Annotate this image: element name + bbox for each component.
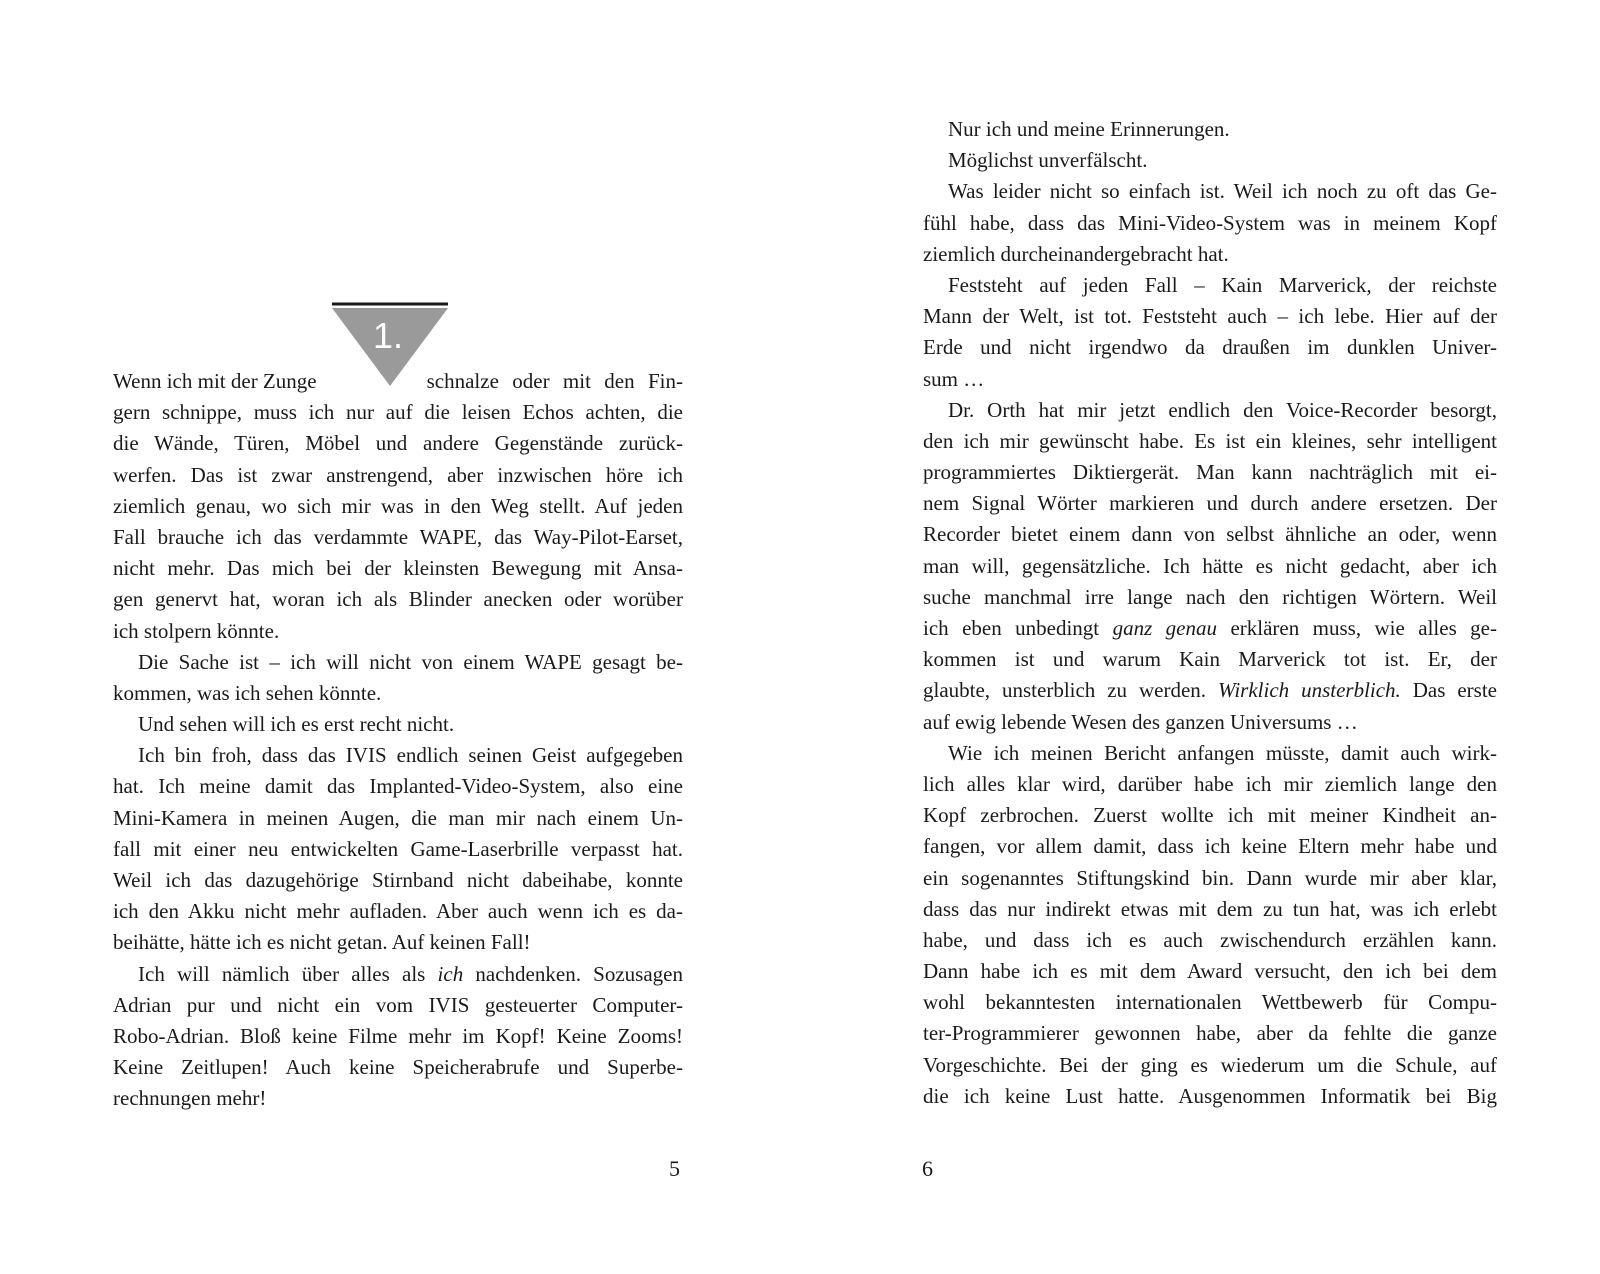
text-line: ich stolpern könnte. (113, 618, 280, 643)
text-line: Was leider nicht so einfach ist. Weil ich noch zu oft das Ge- (948, 179, 1497, 204)
text-line: ziemlich durcheinandergebracht hat. (923, 241, 1229, 266)
text-line: kommen ist und warum Kain Marverick tot ist. Er, der (923, 647, 1497, 672)
emphasis: ganz genau (1112, 616, 1218, 640)
text-line: nem Signal Wörter markieren und durch andere ersetzen. Der (923, 491, 1497, 516)
text-line-first (113, 366, 683, 397)
text-line: ein sogenanntes Stiftungskind bin. Dann wurde mir aber klar, (923, 865, 1497, 890)
text-line: Möglichst unverfälscht. (948, 148, 1148, 173)
text-line: dass das nur indirekt etwas mit dem zu tun hat, was ich erlebt (923, 896, 1497, 921)
text-line: Mann der Welt, ist tot. Feststeht auch – ich lebe. Hier auf der (923, 304, 1497, 329)
text-line: die Wände, Türen, Möbel und andere Gegenstände zurück- (113, 431, 683, 456)
right-page-text (923, 114, 1497, 1112)
text-line: lich alles klar wird, darüber habe ich mir ziemlich lange den (923, 771, 1497, 796)
text-line: fühl habe, dass das Mini-Video-System was in meinem Kopf (923, 210, 1497, 235)
text-before-chapter-mark: Wenn ich mit der Zunge (113, 369, 317, 393)
text-line: habe, und dass ich es auch zwischendurch erzählen kann. (923, 927, 1497, 952)
text-line: Feststeht auf jeden Fall – Kain Marverick, der reichste (948, 272, 1497, 297)
emphasis: ich (437, 961, 464, 986)
text-line: fall mit einer neu entwickelten Game-Laserbrille verpasst hat. (113, 836, 683, 861)
text-line: Ich bin froh, dass das IVIS endlich seinen Geist aufgegeben (138, 743, 683, 768)
text-line: wohl bekanntesten internationalen Wettbewerb für Compu- (923, 990, 1497, 1015)
text-line: ter-Programmierer gewonnen habe, aber da fehlte die ganze (923, 1021, 1497, 1046)
text-line: Adrian pur und nicht ein vom IVIS gesteuerter Computer- (113, 992, 683, 1017)
text-line: Vorgeschichte. Bei der ging es wiederum um die Schule, auf (923, 1052, 1497, 1077)
text-line: glaubte, unsterblich zu werden. Wirklich unsterblich. Das erste (923, 678, 1497, 703)
text-line: nicht mehr. Das mich bei der kleinsten Bewegung mit Ansa- (113, 556, 683, 581)
text-line: man will, gegensätzliche. Ich hätte es nicht gedacht, aber ich (923, 553, 1497, 578)
text-line: Fall brauche ich das verdammte WAPE, das Way-Pilot-Earset, (113, 524, 683, 549)
text-line: sum … (923, 366, 985, 391)
text-line: Kopf zerbrochen. Zuerst wollte ich mit meiner Kindheit an- (923, 803, 1497, 828)
text-line: rechnungen mehr! (113, 1086, 267, 1111)
text-line: Wie ich meinen Bericht anfangen müsste, damit auch wirk- (948, 740, 1497, 765)
page-number: 6 (922, 1156, 933, 1181)
text-line: suche manchmal irre lange nach den richtigen Wörtern. Weil (923, 584, 1497, 609)
page-number: 5 (669, 1156, 680, 1181)
text-after-chapter-mark: schnalze oder mit den Fin- (426, 369, 683, 393)
text-line: Mini-Kamera in meinen Augen, die man mir nach einem Un- (113, 805, 683, 830)
text-line: die ich keine Lust hatte. Ausgenommen Informatik bei Big (923, 1083, 1497, 1108)
text-line: Robo-Adrian. Bloß keine Filme mehr im Kopf! Keine Zooms! (113, 1023, 683, 1048)
text-line: kommen, was ich sehen könnte. (113, 680, 382, 705)
text-line: hat. Ich meine damit das Implanted-Video-System, also eine (113, 774, 683, 799)
text-line: Weil ich das dazugehörige Stirnband nicht dabeihabe, konnte (113, 868, 683, 892)
text-line: den ich mir gewünscht habe. Es ist ein kleines, sehr intelligent (923, 428, 1497, 453)
text-line: beihätte, hätte ich es nicht getan. Auf keinen Fall! (113, 930, 531, 955)
text-line: fangen, vor allem damit, dass ich keine Eltern mehr habe und (923, 834, 1497, 859)
text-line: Keine Zeitlupen! Auch keine Speicherabrufe und Superbe- (113, 1055, 683, 1080)
chapter-number: 1. (372, 315, 404, 356)
text-line: Erde und nicht irgendwo da draußen im dunklen Univer- (923, 335, 1497, 360)
text-line: Recorder bietet einem dann von selbst ähnliche an oder, wenn (923, 522, 1497, 547)
text-line: Und sehen will ich es erst recht nicht. (138, 712, 455, 737)
text-line: Dr. Orth hat mir jetzt endlich den Voice-Recorder besorgt, (948, 397, 1497, 422)
text-line: auf ewig lebende Wesen des ganzen Universums … (923, 709, 1358, 734)
text-line: Dann habe ich es mit dem Award versucht, den ich bei dem (923, 959, 1497, 984)
emphasis: Wirklich unsterblich. (1217, 678, 1401, 703)
text-line: Die Sache ist – ich will nicht von einem WAPE gesagt be- (138, 649, 683, 674)
text-line: Ich will nämlich über alles als ich nachdenken. Sozusagen (138, 961, 683, 986)
text-line: ich den Akku nicht mehr aufladen. Aber auch wenn ich es da- (113, 899, 683, 924)
text-line: ziemlich genau, wo sich mir was in den Weg stellt. Auf jeden (113, 493, 683, 518)
text-line: programmiertes Diktiergerät. Man kann nachträglich mit ei- (923, 460, 1497, 485)
right-page (800, 0, 1600, 1274)
text-line: gen genervt hat, woran ich als Blinder anecken oder worüber (113, 587, 683, 612)
left-page-text (113, 366, 683, 1115)
text-line: ich eben unbedingt ganz genau erklären muss, wie alles ge- (923, 616, 1497, 640)
text-line: gern schnippe, muss ich nur auf die leisen Echos achten, die (113, 400, 683, 425)
text-line: Nur ich und meine Erinnerungen. (948, 117, 1230, 141)
text-line: werfen. Das ist zwar anstrengend, aber inzwischen höre ich (113, 462, 683, 487)
